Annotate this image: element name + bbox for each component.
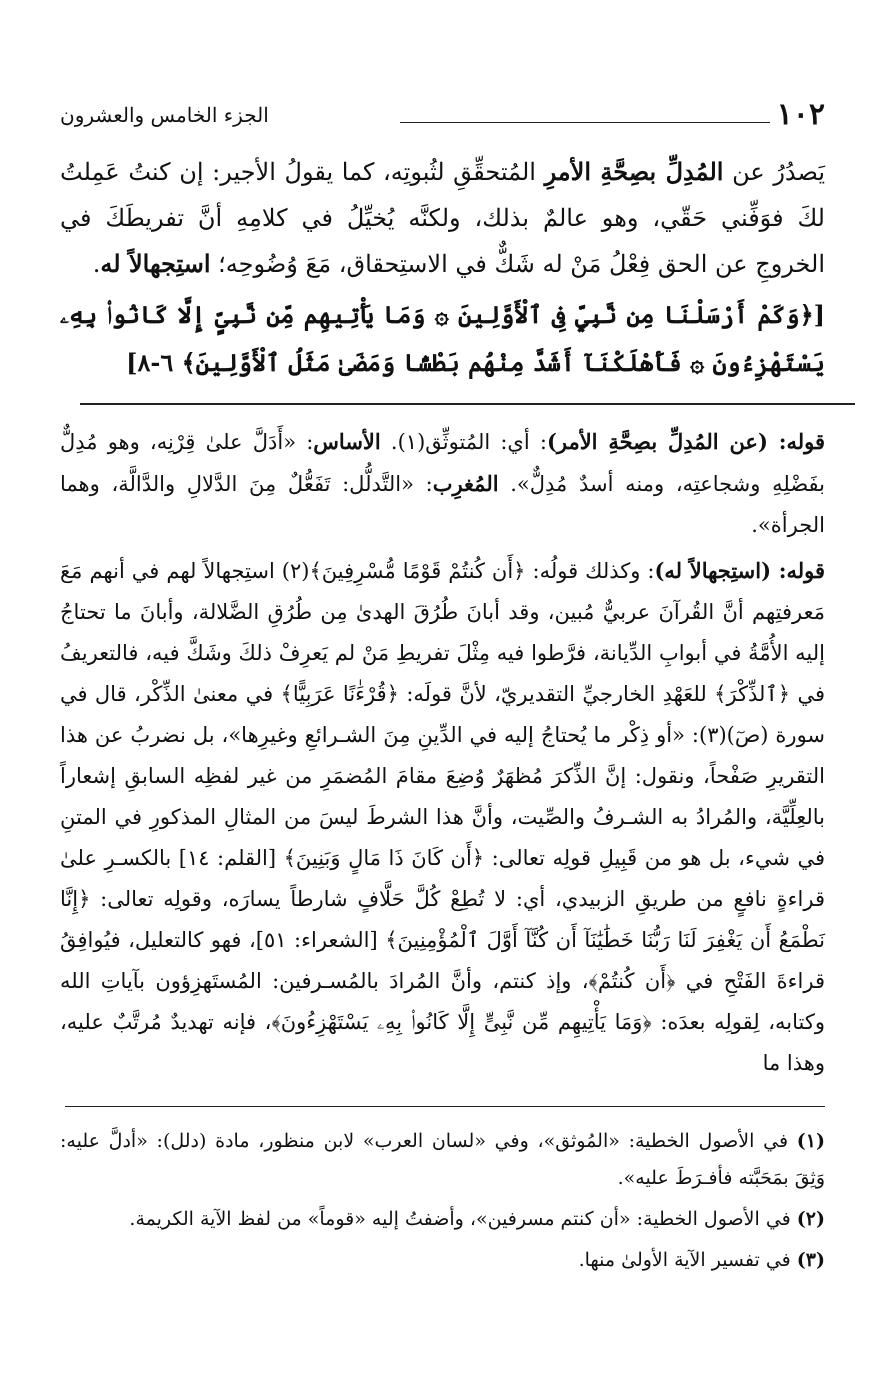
footnotes [60,1123,825,1279]
commentary [60,421,825,1084]
main-text-end: . [92,250,101,278]
commentary-lemma: قوله: (عن المُدِلِّ بصِحَّةِ الأمر) [546,429,825,454]
footnote-text: في الأصول الخطية: «أن كنتم مسرفين»، وأضفتُ إليه «قوماً» من لفظ الآية الكريمة. [129,1208,797,1230]
source-name: الأساس [313,429,381,454]
footnote-text: في تفسير الآية الأولىٰ منها. [578,1249,797,1271]
main-divider [80,403,855,405]
footnote-number: (٢) [796,1208,825,1230]
running-title: الجزء الخامس والعشرون [60,103,269,127]
page [60,95,825,1283]
commentary-text: : «أَدَلَّ علىٰ قِرْنِه، وهو مُدِلٌّ بفَضْلِهِ وشجاعتِه، ومنه أسدٌ مُدِلٌّ». [60,430,825,496]
footnote-number: (٣) [796,1249,825,1271]
commentary-paragraph [60,550,825,1084]
source-name: المُغرِب [432,471,499,496]
running-header [60,95,825,135]
commentary-paragraph [60,421,825,546]
footnote-divider [65,1106,825,1107]
footnote [60,1242,825,1279]
header-rule [400,122,770,123]
main-text-segment: المُتحقِّقِ لثُبوتِه، كما يقولُ الأجير: إن كنتُ عَمِلتُ لكَ فوَفِّني حَقّي، وهو عالمٌ بذلك، ولكنَّه يُخيِّلُ في كلامِهِ أنَّ تفريطَكَ في الخروجِ عن الحق فِعْلُ مَنْ له شَكٌّ في الاستِحقاق، مَعَ وُضُوحِه؛ [60,158,825,278]
commentary-lemma: قوله: (استِجهالاً له) [654,558,825,583]
main-paragraph [60,149,825,287]
page-number: ١٠٢ [776,97,825,132]
footnote [60,1201,825,1238]
quran-verses: [﴿وَكَمْ أَرْسَلْنَا مِن نَّبِيٍّ فِى ٱلْأَوَّلِينَ ۞ وَمَا يَأْتِيهِم مِّن نَّبِىٍّ إِلَّا كَانُوا۟ بِهِۦ يَسْتَهْزِءُونَ ۞ فَأَهْلَكْنَآ أَشَدَّ مِنْهُم بَطْشًا وَمَضَىٰ مَثَلُ ٱلْأَوَّلِينَ﴾ ٦-٨] [60,300,825,377]
main-keyword: المُدِلِّ بصِحَّةِ الأمرِ [544,157,724,186]
commentary-text: : أي: المُتوثِّق(١). [380,430,547,454]
footnote-text: في الأصول الخطية: «المُوثق»، وفي «لسان العرب» لابن منظور، مادة (دلل): «أدلَّ عليه: وَثِقَ بمَحَبَّته فأفـرَطَ عليه». [60,1130,825,1189]
main-keyword: استِجهالاً له [100,249,211,278]
main-text-segment: يَصدُرُ عن [723,158,826,186]
commentary-text: : وكذلك قولُه: ﴿أَن كُنتُمْ قَوْمًا مُّسْرِفِينَ﴾(٢) استِجهالاً لهم في أنهم مَعَ مَعرفتِهم أنَّ القُرآنَ عربيٌّ مُبين، وقد أبانَ طُرُقَ الهدىٰ مِن طُرُقِ الضَّلالة، وأبانَ ما تحتاجُ إليه الأُمَّةُ في أبوابِ الدِّيانة، فرَّطوا فيه مِثْلَ تفريطِ مَنْ لم يَعرِفْ ذلكَ وشَكَّ فيه، فالتعريفُ في ﴿ٱلذِّكْرَ﴾ للعَهْدِ الخارجيِّ التقديريّ، لأنَّ قولَه: ﴿قُرْءَٰنًا عَرَبِيًّا﴾ في معنىٰ الذِّكْر، قال في سورة (صٓ)(٣): «أو ذِكْر ما يُحتاجُ إليه في الدِّينِ مِنَ الشـرائعِ وغيرِها»، بل نضربُ عن هذا التقريرِ صَفْحاً، ونقول: إنَّ الذِّكرَ مُظهَرٌ وُضِعَ مقامَ المُضمَرِ من غير لفظِه السابقِ إشعاراً بالعِلِّيَّة، والمُرادُ به الشـرفُ والصِّيت، وأنَّ هذا الشرطَ ليسَ من المثالِ المذكورِ في المتنِ في شيء، بل هو من قَبِيلِ قولِه تعالى: ﴿أَن كَانَ ذَا مَالٍ وَبَنِينَ﴾ [القلم: ١٤] بالكسـرِ علىٰ قراءةٍ نافعٍ من طريقِ الزبيدي، أي: لا تُطِعْ كُلَّ حَلَّافٍ شارطاً يسارَه، وقولِه تعالى: ﴿إِنَّا نَطْمَعُ أَن يَغْفِرَ لَنَا رَبُّنَا خَطَٰيَٰنَآ أَن كُنَّآ أَوَّلَ ٱلْمُؤْمِنِينَ﴾ [الشعراء: ٥١]، فهو كالتعليل، فيُوافِقُ قراءةَ الفَتْحِ في ﴿أَن كُنتُمْ﴾، وإذ كنتم، وأنَّ المُرادَ بالمُسـرفين: المُستَهزِؤون بآياتِ الله وكتابه، لِقولِه بعدَه: ﴿وَمَا يَأْتِيهِم مِّن نَّبِىٍّ إِلَّا كَانُوا۟ بِهِۦ يَسْتَهْزِءُونَ﴾، فإنه تهديدٌ مُرتَّبٌ عليه، وهذا ما [60,559,826,1075]
main-text [60,149,825,287]
commentary-text: : «التَّدلُّل: تَفَعُّلٌ مِنَ الدَّلالِ والدَّالَّة، وهما الجرأة». [60,472,825,537]
footnote-number: (١) [796,1130,825,1152]
footnote [60,1123,825,1197]
